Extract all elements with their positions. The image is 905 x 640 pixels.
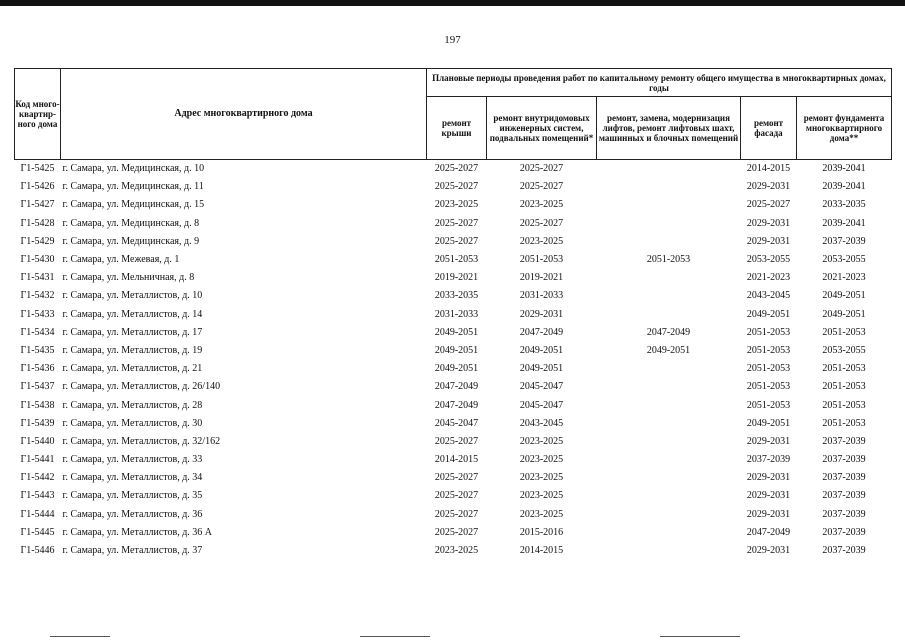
cell-roof: 2025-2027 xyxy=(434,181,479,193)
cell-foundation: 2037-2039 xyxy=(822,454,866,466)
cell-address: г. Самара, ул. Металлистов, д. 28 xyxy=(62,399,203,411)
cell-foundation: 2051-2053 xyxy=(822,417,866,429)
cell-engineering: 2025-2027 xyxy=(519,181,564,193)
cell-facade: 2014-2015 xyxy=(741,160,797,179)
table-row xyxy=(15,196,892,214)
cell-elevators xyxy=(597,306,741,324)
cell-roof: 2025-2027 xyxy=(434,490,479,502)
cell-roof: 2025-2027 xyxy=(427,160,487,179)
cell-code: Г1-5441 xyxy=(20,454,55,466)
cell-foundation: 2037-2039 xyxy=(822,526,866,538)
header-foundation: ремонт фундамента многоквартирного дома** xyxy=(797,97,892,160)
cell-address: г. Самара, ул. Металлистов, д. 34 xyxy=(62,472,203,484)
table-row xyxy=(15,451,892,469)
cell-engineering: 2047-2049 xyxy=(519,326,564,338)
cell-roof: 2047-2049 xyxy=(434,381,479,393)
table-row xyxy=(15,487,892,505)
cell-code: Г1-5427 xyxy=(20,199,55,211)
cell-roof: 2025-2027 xyxy=(434,235,479,247)
cell-elevators xyxy=(597,487,741,505)
cell-code: Г1-5437 xyxy=(20,381,55,393)
cell-elevators: 2049-2051 xyxy=(646,344,691,356)
cell-facade: 2029-2031 xyxy=(746,545,791,557)
cell-address: г. Самара, ул. Металлистов, д. 10 xyxy=(62,290,203,302)
cell-roof: 2045-2047 xyxy=(434,417,479,429)
cell-code: Г1-5440 xyxy=(20,435,55,447)
cell-roof: 2025-2027 xyxy=(434,472,479,484)
page-number: 197 xyxy=(444,34,461,46)
table-row xyxy=(15,360,892,378)
table-row xyxy=(15,342,892,360)
table-row xyxy=(15,215,892,233)
cell-code: Г1-5439 xyxy=(20,417,55,429)
cell-foundation: 2037-2039 xyxy=(822,545,866,557)
cell-elevators xyxy=(597,451,741,469)
cell-elevators: 2047-2049 xyxy=(646,326,691,338)
cell-facade: 2047-2049 xyxy=(746,526,791,538)
cell-engineering: 2014-2015 xyxy=(519,545,564,557)
cell-address: г. Самара, ул. Металлистов, д. 36 А xyxy=(62,526,213,538)
table-row xyxy=(15,378,892,396)
footer-rule-right xyxy=(660,636,740,637)
cell-code: Г1-5443 xyxy=(20,490,55,502)
cell-engineering: 2043-2045 xyxy=(519,417,564,429)
cell-address: г. Самара, ул. Металлистов, д. 37 xyxy=(62,545,203,557)
cell-code: Г1-5444 xyxy=(20,508,55,520)
cell-address: г. Самара, ул. Металлистов, д. 17 xyxy=(62,326,203,338)
cell-roof: 2049-2051 xyxy=(434,363,479,375)
cell-foundation: 2049-2051 xyxy=(822,308,866,320)
cell-roof: 2031-2033 xyxy=(434,308,479,320)
cell-roof: 2025-2027 xyxy=(434,526,479,538)
cell-address: г. Самара, ул. Медицинская, д. 8 xyxy=(62,217,200,229)
cell-engineering: 2023-2025 xyxy=(519,508,564,520)
cell-elevators xyxy=(597,215,741,233)
cell-engineering: 2023-2025 xyxy=(519,472,564,484)
cell-elevators xyxy=(597,196,741,214)
cell-address: г. Самара, ул. Металлистов, д. 36 xyxy=(62,508,203,520)
header-periods: Плановые периоды проведения работ по капитальному ремонту общего имущества в многоквартирных домах, годы xyxy=(427,69,892,97)
cell-roof: 2049-2051 xyxy=(434,326,479,338)
cell-foundation: 2051-2053 xyxy=(822,326,866,338)
cell-address: г. Самара, ул. Металлистов, д. 35 xyxy=(62,490,203,502)
cell-code: Г1-5432 xyxy=(20,290,55,302)
cell-foundation: 2037-2039 xyxy=(822,508,866,520)
cell-foundation: 2051-2053 xyxy=(822,381,866,393)
table-row xyxy=(15,269,892,287)
cell-elevators xyxy=(597,524,741,542)
cell-code: Г1-5433 xyxy=(20,308,55,320)
table-row xyxy=(15,396,892,414)
cell-engineering: 2019-2021 xyxy=(519,272,564,284)
cell-foundation: 2053-2055 xyxy=(822,254,866,266)
cell-engineering: 2049-2051 xyxy=(519,344,564,356)
cell-roof: 2049-2051 xyxy=(434,344,479,356)
cell-facade: 2053-2055 xyxy=(746,254,791,266)
cell-elevators xyxy=(597,506,741,524)
cell-engineering: 2023-2025 xyxy=(519,454,564,466)
cell-roof: 2025-2027 xyxy=(434,217,479,229)
table-row xyxy=(15,178,892,196)
cell-foundation: 2021-2023 xyxy=(822,272,866,284)
cell-engineering: 2025-2027 xyxy=(487,160,597,179)
cell-elevators xyxy=(597,233,741,251)
cell-foundation: 2037-2039 xyxy=(822,235,866,247)
table-row xyxy=(15,415,892,433)
table-row xyxy=(15,469,892,487)
cell-facade: 2037-2039 xyxy=(746,454,791,466)
cell-address: г. Самара, ул. Металлистов, д. 26/140 xyxy=(62,381,221,393)
cell-foundation: 2039-2041 xyxy=(797,160,892,179)
table-row xyxy=(15,233,892,251)
cell-address: г. Самара, ул. Металлистов, д. 19 xyxy=(62,344,203,356)
table-row xyxy=(15,433,892,451)
cell-code: Г1-5436 xyxy=(20,363,55,375)
table-row xyxy=(15,306,892,324)
cell-facade: 2051-2053 xyxy=(746,363,791,375)
cell-code: Г1-5426 xyxy=(20,181,55,193)
header-roof: ремонт крыши xyxy=(427,97,487,160)
cell-elevators: 2051-2053 xyxy=(646,254,691,266)
cell-code: Г1-5435 xyxy=(20,344,55,356)
cell-elevators xyxy=(597,269,741,287)
cell-address: г. Самара, ул. Металлистов, д. 30 xyxy=(62,417,203,429)
cell-address: г. Самара, ул. Металлистов, д. 32/162 xyxy=(62,435,221,447)
cell-code: Г1-5429 xyxy=(20,235,55,247)
cell-address: г. Самара, ул. Металлистов, д. 14 xyxy=(62,308,203,320)
cell-elevators xyxy=(597,415,741,433)
cell-engineering: 2023-2025 xyxy=(519,235,564,247)
header-code: Код много-квартир-ного дома xyxy=(15,69,61,160)
cell-foundation: 2037-2039 xyxy=(822,435,866,447)
cell-code: Г1-5425 xyxy=(15,160,61,179)
cell-foundation: 2039-2041 xyxy=(822,181,866,193)
cell-roof: 2047-2049 xyxy=(434,399,479,411)
cell-facade: 2043-2045 xyxy=(746,290,791,302)
table-row xyxy=(15,506,892,524)
cell-code: Г1-5446 xyxy=(20,545,55,557)
cell-foundation: 2037-2039 xyxy=(822,490,866,502)
cell-code: Г1-5434 xyxy=(20,326,55,338)
cell-roof: 2023-2025 xyxy=(434,545,479,557)
cell-facade: 2049-2051 xyxy=(746,308,791,320)
cell-elevators xyxy=(597,433,741,451)
cell-facade: 2029-2031 xyxy=(746,508,791,520)
cell-engineering: 2045-2047 xyxy=(519,381,564,393)
cell-facade: 2051-2053 xyxy=(746,399,791,411)
cell-engineering: 2045-2047 xyxy=(519,399,564,411)
repair-schedule-table xyxy=(14,68,892,560)
cell-code: Г1-5442 xyxy=(20,472,55,484)
cell-foundation: 2037-2039 xyxy=(822,472,866,484)
cell-roof: 2025-2027 xyxy=(434,435,479,447)
table-row xyxy=(15,542,892,560)
cell-facade: 2029-2031 xyxy=(746,472,791,484)
cell-code: Г1-5430 xyxy=(20,254,55,266)
cell-foundation: 2039-2041 xyxy=(822,217,866,229)
cell-facade: 2029-2031 xyxy=(746,435,791,447)
cell-engineering: 2015-2016 xyxy=(519,526,564,538)
cell-engineering: 2023-2025 xyxy=(519,490,564,502)
header-elevators: ремонт, замена, модернизация лифтов, ремонт лифтовых шахт, машинных и блочных помещений xyxy=(597,97,741,160)
cell-facade: 2021-2023 xyxy=(746,272,791,284)
cell-facade: 2051-2053 xyxy=(746,326,791,338)
footer-rule-center xyxy=(360,636,430,637)
top-border-bar xyxy=(0,0,905,6)
cell-facade: 2051-2053 xyxy=(746,344,791,356)
cell-address: г. Самара, ул. Медицинская, д. 11 xyxy=(62,181,204,193)
header-engineering: ремонт внутридомовых инженерных систем, подвальных помещений* xyxy=(487,97,597,160)
table-row xyxy=(15,160,892,179)
cell-facade: 2029-2031 xyxy=(746,217,791,229)
cell-address: г. Самара, ул. Металлистов, д. 21 xyxy=(62,363,203,375)
cell-address: г. Самара, ул. Медицинская, д. 10 xyxy=(61,160,427,179)
cell-foundation: 2051-2053 xyxy=(822,399,866,411)
cell-facade: 2049-2051 xyxy=(746,417,791,429)
table-row xyxy=(15,524,892,542)
cell-facade: 2051-2053 xyxy=(746,381,791,393)
cell-roof: 2033-2035 xyxy=(434,290,479,302)
cell-code: Г1-5428 xyxy=(20,217,55,229)
cell-facade: 2029-2031 xyxy=(746,490,791,502)
cell-facade: 2029-2031 xyxy=(746,181,791,193)
table-row xyxy=(15,251,892,269)
cell-roof: 2019-2021 xyxy=(434,272,479,284)
cell-elevators xyxy=(597,287,741,305)
cell-engineering: 2023-2025 xyxy=(519,199,564,211)
cell-elevators xyxy=(597,542,741,560)
cell-engineering: 2031-2033 xyxy=(519,290,564,302)
cell-engineering: 2049-2051 xyxy=(519,363,564,375)
cell-address: г. Самара, ул. Межевая, д. 1 xyxy=(62,254,180,266)
cell-code: Г1-5438 xyxy=(20,399,55,411)
table-row xyxy=(15,287,892,305)
table-row xyxy=(15,324,892,342)
cell-engineering: 2025-2027 xyxy=(519,217,564,229)
cell-elevators xyxy=(597,396,741,414)
cell-engineering: 2029-2031 xyxy=(519,308,564,320)
cell-roof: 2025-2027 xyxy=(434,508,479,520)
cell-foundation: 2049-2051 xyxy=(822,290,866,302)
cell-roof: 2023-2025 xyxy=(434,199,479,211)
cell-facade: 2029-2031 xyxy=(746,235,791,247)
cell-engineering: 2023-2025 xyxy=(519,435,564,447)
table-header xyxy=(15,69,892,160)
table-body xyxy=(15,160,892,561)
cell-roof: 2014-2015 xyxy=(434,454,479,466)
cell-code: Г1-5431 xyxy=(20,272,55,284)
cell-foundation: 2051-2053 xyxy=(822,363,866,375)
cell-address: г. Самара, ул. Медицинская, д. 9 xyxy=(62,235,200,247)
cell-elevators xyxy=(597,469,741,487)
cell-elevators xyxy=(597,378,741,396)
footer-rule-left xyxy=(50,636,110,637)
cell-foundation: 2053-2055 xyxy=(822,344,866,356)
cell-code: Г1-5445 xyxy=(20,526,55,538)
cell-address: г. Самара, ул. Мельничная, д. 8 xyxy=(62,272,195,284)
cell-engineering: 2051-2053 xyxy=(519,254,564,266)
header-facade: ремонт фасада xyxy=(741,97,797,160)
cell-foundation: 2033-2035 xyxy=(822,199,866,211)
cell-address: г. Самара, ул. Металлистов, д. 33 xyxy=(62,454,203,466)
cell-roof: 2051-2053 xyxy=(434,254,479,266)
cell-facade: 2025-2027 xyxy=(746,199,791,211)
header-address: Адрес многоквартирного дома xyxy=(61,69,427,160)
cell-elevators xyxy=(597,178,741,196)
cell-elevators xyxy=(597,360,741,378)
cell-elevators xyxy=(597,160,741,179)
cell-address: г. Самара, ул. Медицинская, д. 15 xyxy=(62,199,205,211)
